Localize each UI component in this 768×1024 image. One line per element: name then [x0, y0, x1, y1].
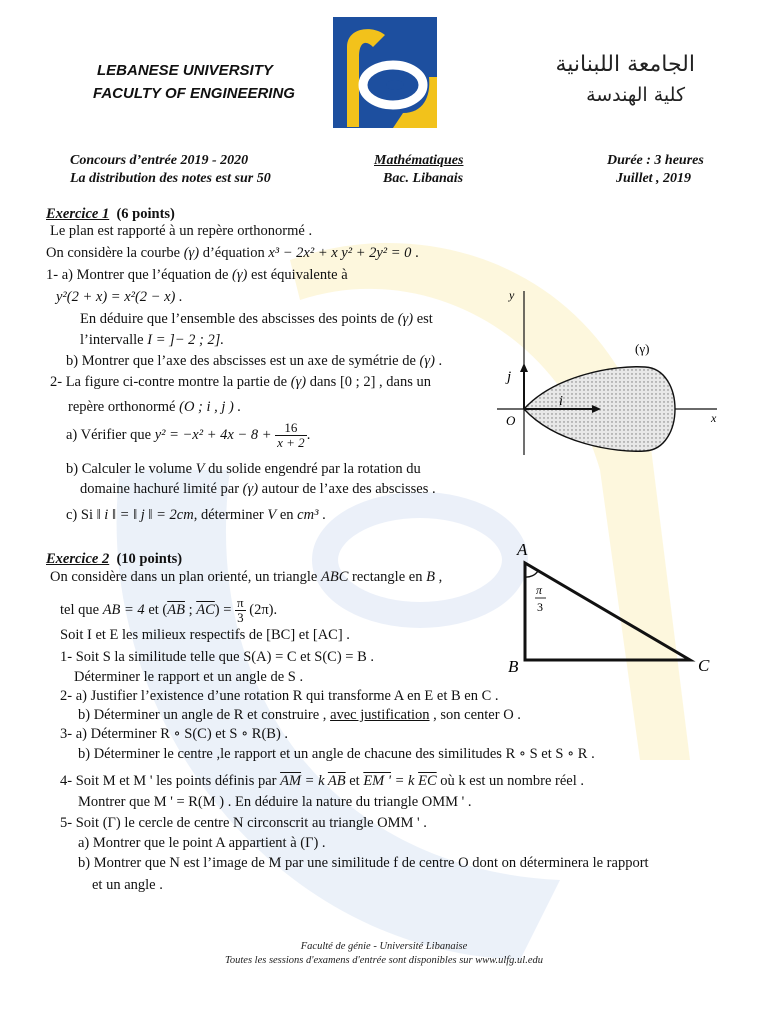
ex2-line: 5- Soit (Γ) le cercle de centre N circonscrit au triangle OMM ' . [60, 815, 427, 831]
ex2-line: Déterminer le rapport et un angle de S . [74, 669, 304, 685]
label-gamma: (γ) [635, 341, 650, 356]
angle-arc [525, 571, 538, 577]
ex2-line: a) Montrer que le point A appartient à (Γ) . [78, 835, 326, 851]
ex2-line: On considère dans un plan orienté, un triangle ABC rectangle en B , [50, 569, 443, 585]
ex1-line: domaine hachuré limité par (γ) autour de l’axe des abscisses . [80, 481, 436, 497]
ex1-line: repère orthonormé (O ; i , j ) . [68, 399, 242, 415]
ex1-line: c) Si ‖ i ‖ = ‖ j ‖ = 2cm, déterminer V en cm³ . [66, 507, 326, 523]
label-pi: π [536, 583, 543, 597]
ex1-line: 1- a) Montrer que l’équation de (γ) est équivalente à [46, 267, 348, 283]
exercise-2-title: Exercice 2 (10 points) [46, 551, 183, 567]
bac-label: Bac. Libanais [383, 171, 464, 186]
ex2-line: tel que AB = 4 et ($\overline{AB}$ ; $\overline{AC}$) = $\frac{\pi}{3}$ (2π). [60, 595, 278, 625]
ex2-line: Soit I et E les milieux respectifs de [BC] et [AC] . [60, 627, 350, 643]
subject-label: Mathématiques [374, 153, 464, 168]
ex2-line: 2- a) Justifier l’existence d’une rotation R qui transforme A en E et B en C . [60, 688, 499, 704]
university-name: LEBANESE UNIVERSITY [97, 62, 273, 79]
label-x: x [711, 411, 717, 425]
ex1-line: Le plan est rapporté à un repère orthonormé . [50, 223, 313, 239]
label-c: C [698, 656, 710, 675]
ex2-line: b) Montrer que N est l’image de M par une similitude f de centre O dont on déterminera le rapport [78, 855, 649, 871]
ex1-line: On considère la courbe (γ) d’équation x³ − 2x² + x y² + 2y² = 0 . [46, 245, 419, 261]
ex2-line: 1- Soit S la similitude telle que S(A) = C et S(C) = B . [60, 649, 374, 665]
triangle-figure [500, 535, 725, 680]
arabic-faculty-name: كلية الهندسة [586, 84, 685, 106]
exercise-1-title: Exercice 1 (6 points) [46, 206, 175, 222]
university-logo [333, 17, 437, 128]
ex2-line: b) Déterminer le centre ,le rapport et un angle de chacune des similitudes R ∘ S et S ∘ R . [78, 746, 595, 762]
arabic-university-name: الجامعة اللبنانية [555, 52, 695, 77]
label-a: A [517, 540, 528, 559]
ex2-line: et un angle . [92, 877, 163, 893]
label-j: j [507, 369, 512, 385]
curve-figure [495, 285, 730, 460]
ex1-line: En déduire que l’ensemble des abscisses des points de (γ) est [80, 311, 433, 327]
ex1-line: l’intervalle I = ]− 2 ; 2]. [80, 332, 224, 348]
ex1-line: b) Montrer que l’axe des abscisses est un axe de symétrie de (γ) . [66, 353, 443, 369]
ex2-line: 3- a) Déterminer R ∘ S(C) et S ∘ R(B) . [60, 726, 289, 742]
ex1-equation: y²(2 + x) = x²(2 − x) . [56, 289, 183, 305]
footer-line-2: Toutes les sessions d'examens d'entrée sont disponibles sur www.ulfg.ul.edu [224, 955, 544, 966]
date-label: Juillet , 2019 [616, 171, 692, 186]
label-i: i [559, 394, 563, 409]
ex2-line: 4- Soit M et M ' les points définis par $\overline{AM} = k$ $\overline{AB}$ et EM ' = k $\overline{EC}$ où k est un nombre réel . [60, 773, 585, 789]
concours-label: Concours d’entrée 2019 - 2020 [70, 153, 249, 168]
label-y: y [509, 288, 515, 302]
label-o: O [506, 413, 516, 428]
duration-label: Durée : 3 heures [607, 153, 704, 168]
ex1-line: a) Vérifier que y² = −x² + 4x − 8 + $\frac{16}{x + 2}$ . [66, 420, 311, 450]
label-three: 3 [537, 600, 543, 614]
footer-line-1: Faculté de génie - Université Libanaise [300, 941, 468, 952]
triangle-abc [525, 563, 690, 660]
ex1-line: 2- La figure ci-contre montre la partie de (γ) dans [0 ; 2] , dans un [50, 374, 431, 390]
faculty-name: FACULTY OF ENGINEERING [93, 85, 295, 102]
ex2-line: b) Déterminer un angle de R et construire , avec justification , son center O . [78, 707, 521, 723]
distribution-label: La distribution des notes est sur 50 [70, 171, 271, 186]
label-b: B [508, 657, 519, 676]
ex2-line: Montrer que M ' = R(M ) . En déduire la nature du triangle OMM ' . [78, 794, 472, 810]
ex1-line: b) Calculer le volume V du solide engendré par la rotation du [66, 461, 421, 477]
